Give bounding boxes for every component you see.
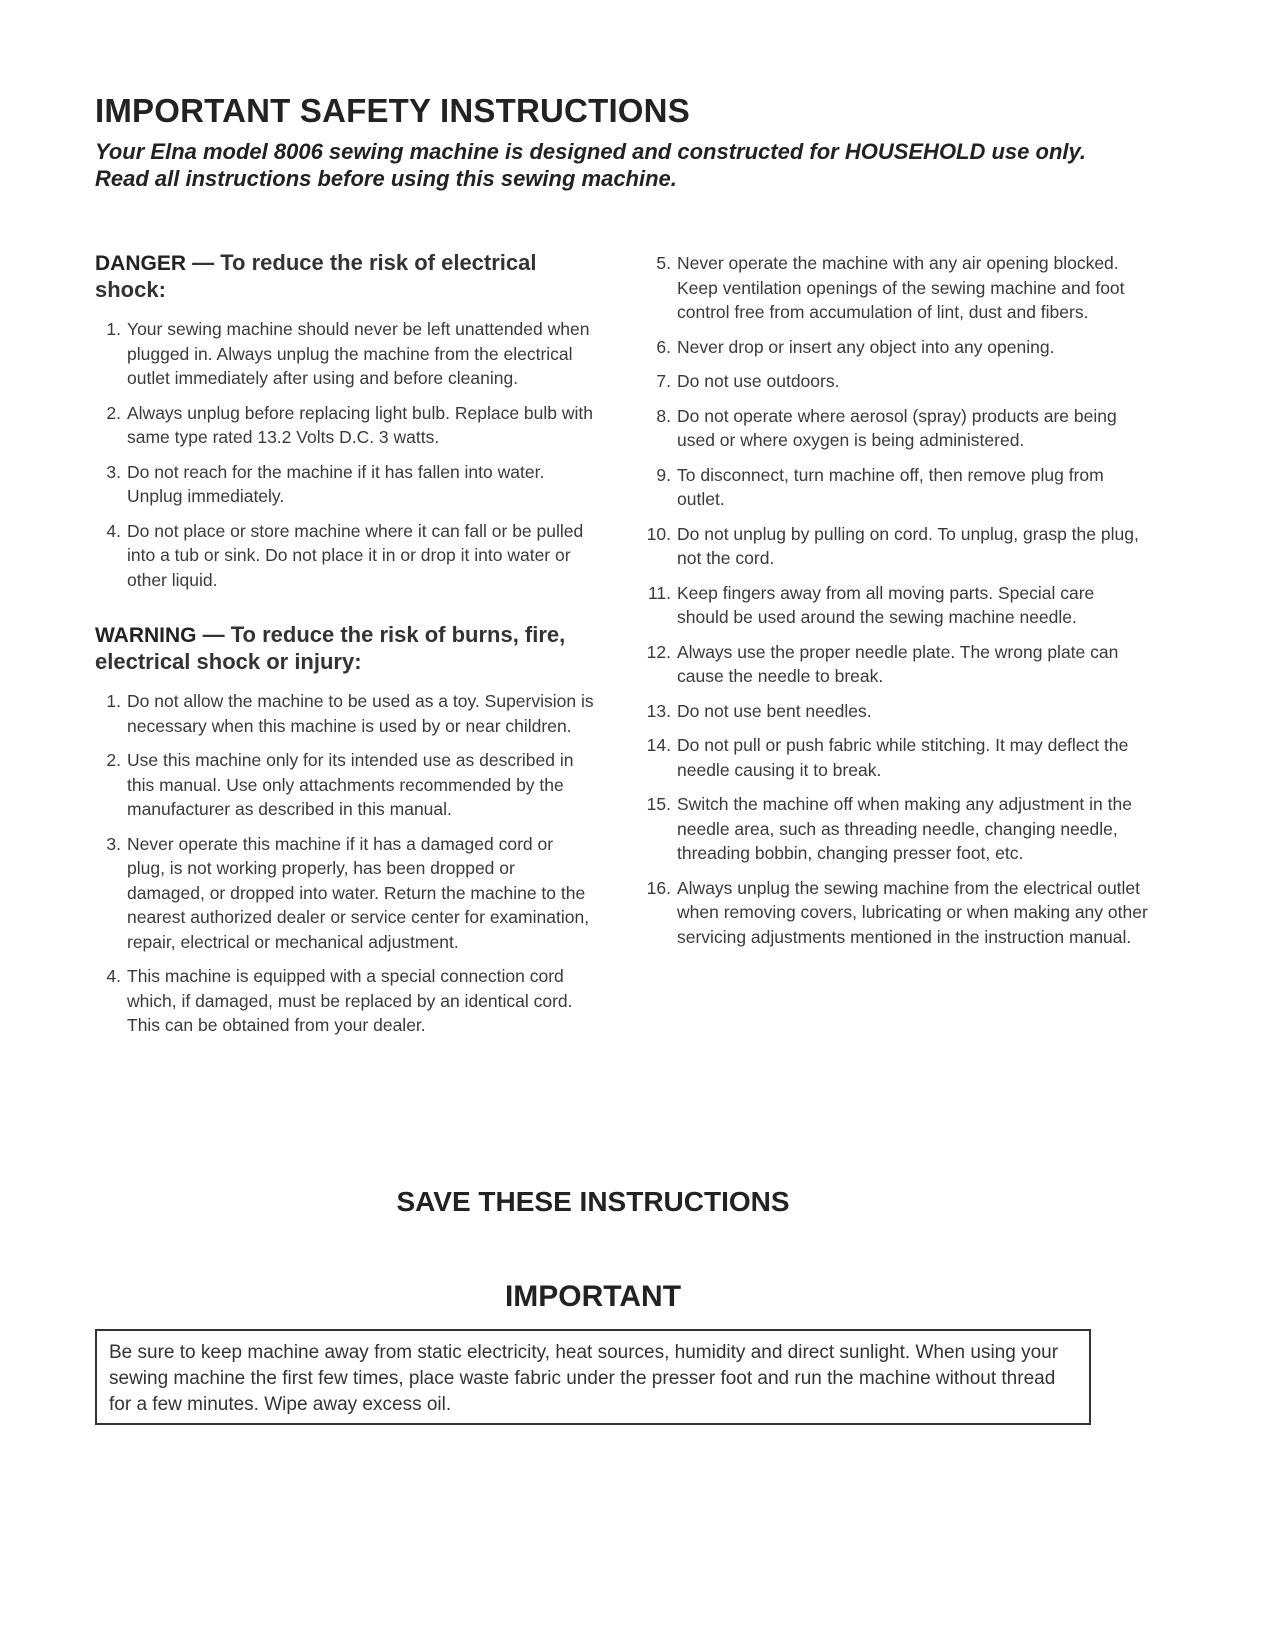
list-item (640, 335, 1150, 360)
item-text: Do not use outdoors. (677, 371, 840, 391)
item-number: 6. (656, 336, 671, 357)
item-number: 10. (646, 523, 671, 544)
list-item (640, 876, 1150, 950)
item-text: Use this machine only for its intended use as described in this manual. Use only attachments recommended by the manufacturer as described in this manual. (127, 750, 574, 819)
item-text: Keep fingers away from all moving parts. Special care should be used around the sewing machine needle. (677, 582, 1095, 627)
item-text: Switch the machine off when making any adjustment in the needle area, such as threading needle, changing needle, threading bobbin, changing presser foot, etc. (677, 794, 1132, 863)
list-item (95, 689, 595, 738)
item-number: 16. (646, 877, 671, 898)
item-text: Do not pull or push fabric while stitching. It may deflect the needle causing it to break. (677, 735, 1129, 780)
item-text: Never drop or insert any object into any opening. (677, 336, 1055, 357)
list-item (640, 699, 1150, 724)
left-column (95, 250, 595, 1048)
item-text: Do not unplug by pulling on cord. To unplug, grasp the plug, not the cord. (677, 523, 1139, 568)
list-item (640, 792, 1150, 866)
item-number: 3. (106, 833, 121, 854)
list-item (95, 748, 595, 822)
item-number: 9. (656, 464, 671, 485)
warning-keyword: WARNING (95, 624, 197, 647)
item-number: 3. (106, 461, 121, 482)
list-item (640, 733, 1150, 782)
warning-list (95, 689, 595, 1038)
item-text: To disconnect, turn machine off, then remove plug from outlet. (677, 464, 1104, 509)
item-text: Always use the proper needle plate. The wrong plate can cause the needle to break. (677, 641, 1119, 686)
item-text: Always unplug before replacing light bulb. Replace bulb with same type rated 13.2 Volts D.C. 3 watts. (127, 402, 593, 447)
danger-list (95, 317, 595, 592)
right-column (640, 251, 1150, 959)
item-text: Always unplug the sewing machine from the electrical outlet when removing covers, lubricating or when making any other servicing adjustments mentioned in the instruction manual. (677, 877, 1148, 947)
danger-heading-text: — To reduce the risk of electrical shock: (95, 250, 537, 302)
item-number: 8. (656, 405, 671, 426)
item-number: 4. (106, 520, 121, 541)
item-number: 1. (106, 319, 121, 339)
item-text: Never operate this machine if it has a damaged cord or plug, is not working properly, has been dropped or damaged, or dropped into water. Return the machine to the nearest authorized dealer or service center for examination, repair, electrical or mechanical adjustment. (127, 833, 590, 952)
item-number: 12. (646, 641, 671, 662)
item-number: 15. (646, 794, 671, 814)
item-text: Do not reach for the machine if it has fallen into water. Unplug immediately. (127, 461, 545, 506)
list-item (95, 401, 595, 450)
list-item (640, 404, 1150, 453)
item-number: 2. (106, 402, 121, 423)
item-text: Never operate the machine with any air opening blocked. Keep ventilation openings of the sewing machine and foot control free from accumulation of lint, dust and fibers. (677, 253, 1125, 322)
item-text: Do not use bent needles. (677, 700, 872, 721)
item-text: Do not operate where aerosol (spray) products are being used or where oxygen is being administered. (677, 405, 1117, 450)
item-number: 14. (646, 735, 671, 755)
list-item (95, 964, 595, 1038)
item-number: 13. (646, 700, 671, 721)
list-item (640, 522, 1150, 571)
item-number: 1. (106, 691, 121, 711)
list-item (640, 581, 1150, 630)
item-text: Do not place or store machine where it can fall or be pulled into a tub or sink. Do not place it in or drop it into water or other liquid. (127, 520, 584, 590)
page-subtitle: Your Elna model 8006 sewing machine is designed and constructed for HOUSEHOLD use only. Read all instructions before using this sewing machine. (95, 139, 1087, 191)
list-item (640, 640, 1150, 689)
item-number: 2. (106, 750, 121, 770)
item-text: This machine is equipped with a special connection cord which, if damaged, must be replaced by an identical cord. This can be obtained from your dealer. (127, 966, 573, 1035)
list-item (95, 460, 595, 509)
list-item (95, 317, 595, 391)
continued-list (640, 251, 1150, 949)
item-number: 5. (656, 253, 671, 273)
page-title: IMPORTANT SAFETY INSTRUCTIONS (95, 92, 690, 129)
item-text: Your sewing machine should never be left unattended when plugged in. Always unplug the machine from the electrical outlet immediately after using and before cleaning. (127, 319, 590, 388)
warning-heading (95, 622, 595, 675)
save-instructions-heading: SAVE THESE INSTRUCTIONS (396, 1186, 790, 1217)
important-heading: IMPORTANT (504, 1280, 682, 1313)
list-item (95, 519, 595, 593)
danger-keyword: DANGER (95, 252, 187, 275)
list-item (640, 463, 1150, 512)
item-text: Do not allow the machine to be used as a toy. Supervision is necessary when this machine is used by or near children. (127, 691, 594, 736)
list-item (640, 369, 1150, 394)
danger-heading (95, 250, 595, 303)
item-number: 4. (106, 966, 121, 986)
warning-heading-text: — To reduce the risk of burns, fire, electrical shock or injury: (95, 622, 566, 674)
important-notice-box: Be sure to keep machine away from static electricity, heat sources, humidity and direct sunlight. When using your sewing machine the first few times, place waste fabric under the presser foot and run the machine without thread for a few minutes. Wipe away excess oil. (95, 1329, 1091, 1425)
item-number: 11. (647, 582, 671, 603)
list-item (640, 251, 1150, 325)
list-item (95, 832, 595, 955)
item-number: 7. (656, 371, 671, 391)
